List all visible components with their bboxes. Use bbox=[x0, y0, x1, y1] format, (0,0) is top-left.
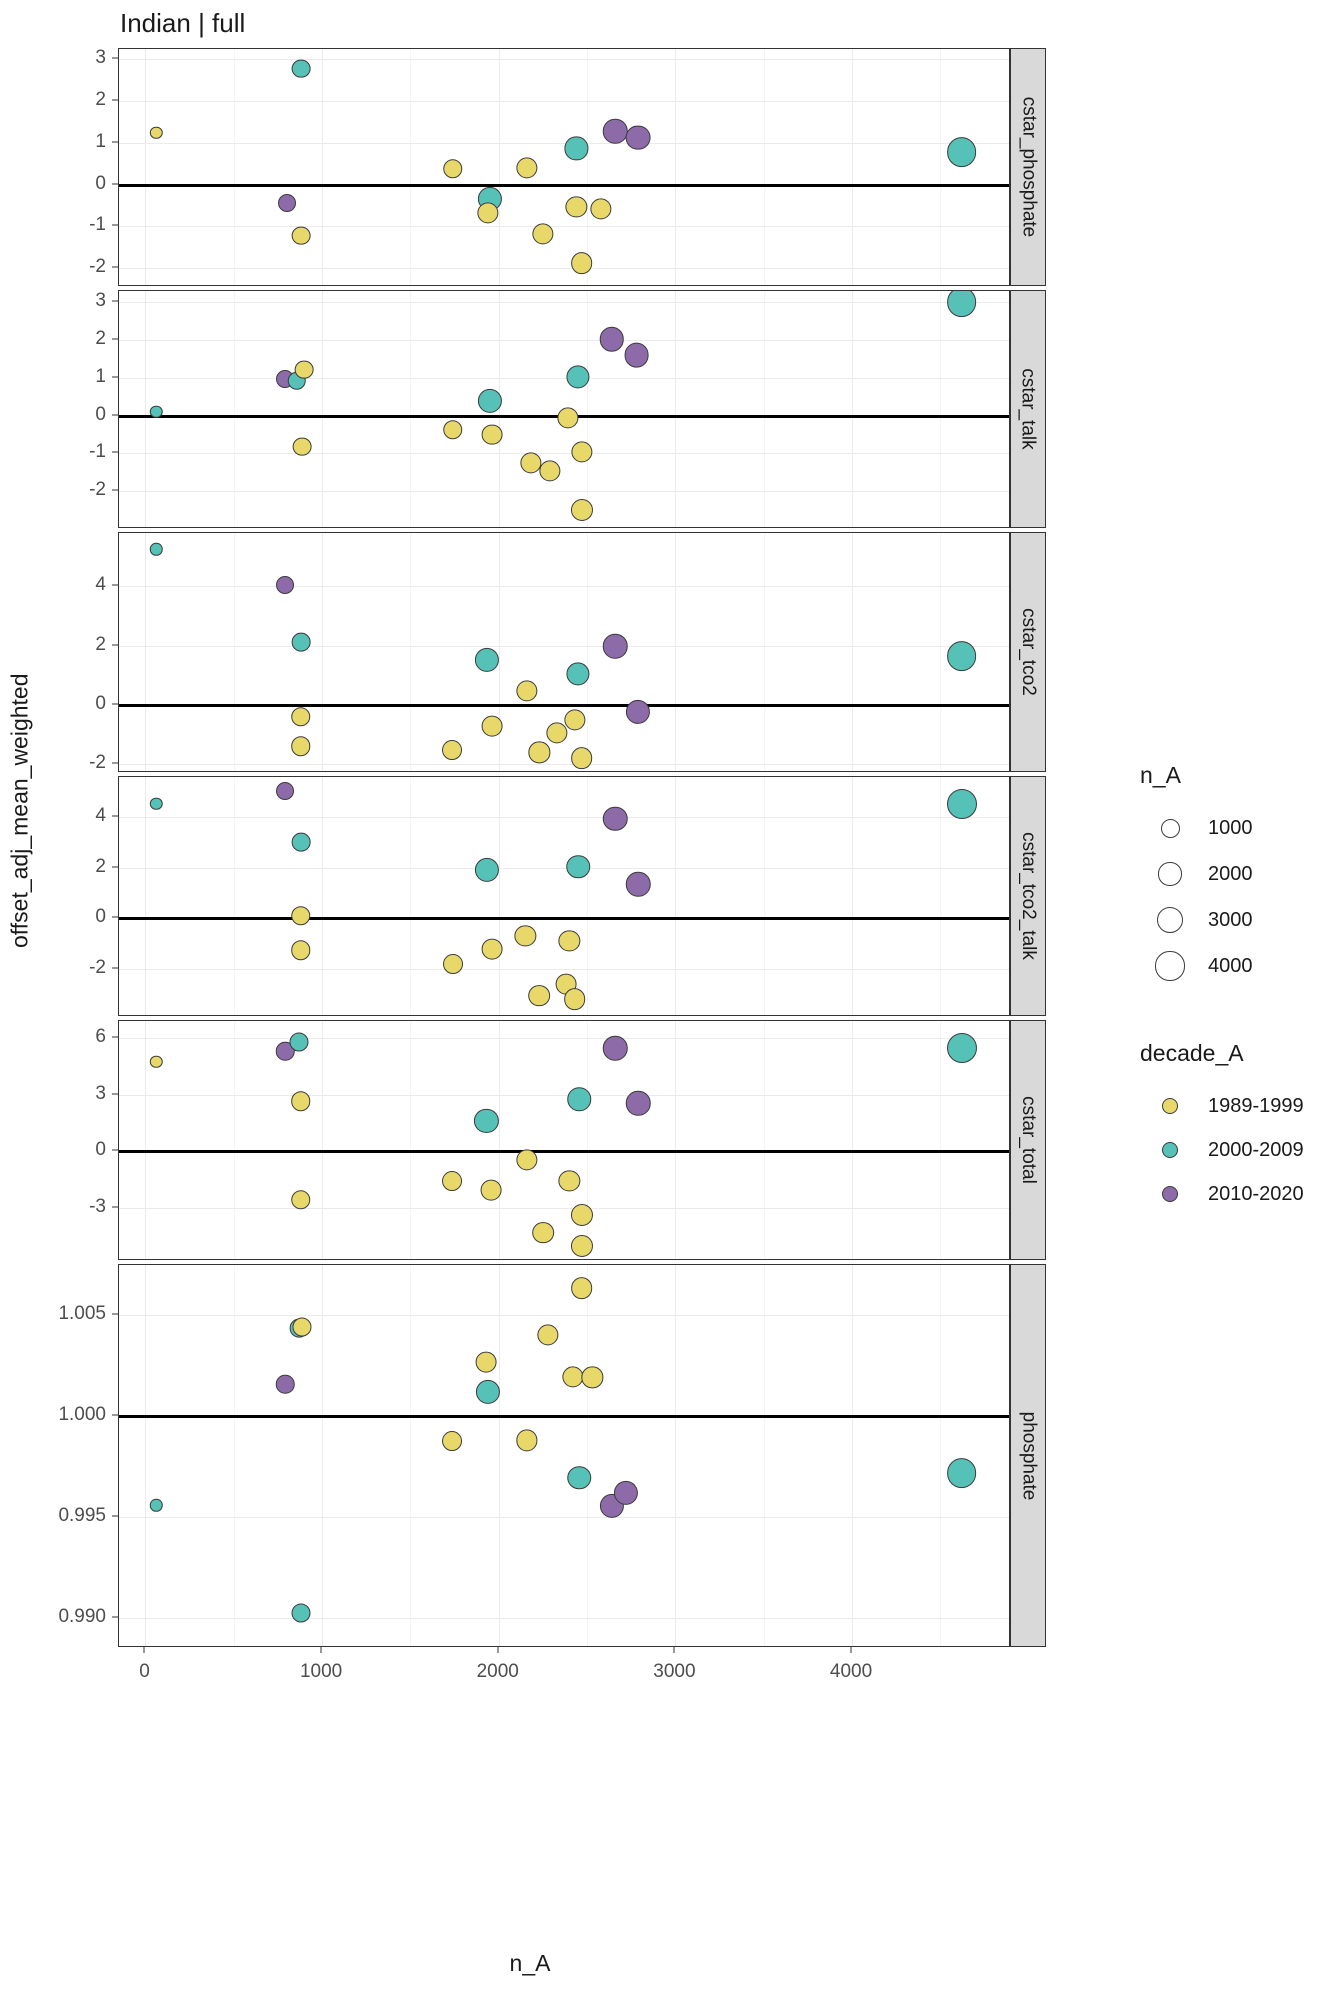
y-axis-tick-mark bbox=[112, 703, 118, 704]
gridline-vertical bbox=[675, 533, 676, 771]
gridline-vertical-minor bbox=[234, 1021, 235, 1259]
gridline-vertical bbox=[145, 1265, 146, 1646]
gridline-horizontal bbox=[119, 302, 1009, 303]
x-axis-tick-label: 3000 bbox=[653, 1661, 696, 1682]
data-point bbox=[276, 1375, 294, 1393]
y-axis-tick-label: 1.000 bbox=[58, 1404, 106, 1426]
data-point bbox=[276, 782, 294, 800]
color-legend-label: 2000-2009 bbox=[1208, 1138, 1304, 1161]
facet-panel bbox=[118, 532, 1010, 772]
data-point bbox=[292, 633, 311, 652]
data-point bbox=[475, 858, 499, 882]
data-point bbox=[626, 872, 651, 897]
gridline-vertical-minor bbox=[410, 533, 411, 771]
data-point bbox=[291, 940, 311, 960]
gridline-horizontal bbox=[119, 491, 1009, 492]
y-axis-tick-label: 0.995 bbox=[58, 1504, 106, 1526]
data-point bbox=[292, 437, 311, 456]
y-axis-tick-mark bbox=[112, 1150, 118, 1151]
y-axis-tick-mark bbox=[112, 1207, 118, 1208]
gridline-vertical bbox=[852, 1265, 853, 1646]
gridline-vertical-minor bbox=[587, 777, 588, 1015]
zero-reference-line bbox=[119, 704, 1009, 707]
data-point bbox=[481, 424, 502, 445]
data-point bbox=[292, 1318, 311, 1337]
x-axis-tick-mark bbox=[674, 1647, 675, 1653]
facet-panel bbox=[118, 1020, 1010, 1260]
y-axis-label: offset_adj_mean_weighted bbox=[6, 672, 33, 948]
gridline-vertical-minor bbox=[587, 49, 588, 285]
y-axis-tick-label: 0 bbox=[95, 906, 106, 928]
y-axis-tick-label: 3 bbox=[95, 290, 106, 312]
y-axis-tick-label: 2 bbox=[95, 855, 106, 877]
data-point bbox=[567, 1088, 591, 1112]
data-point bbox=[947, 137, 977, 167]
gridline-horizontal bbox=[119, 1095, 1009, 1096]
data-point bbox=[291, 1092, 311, 1112]
data-point bbox=[559, 1170, 580, 1191]
y-axis-tick-label: -2 bbox=[89, 256, 106, 278]
gridline-vertical-minor bbox=[410, 1265, 411, 1646]
x-axis-tick-label: 0 bbox=[139, 1661, 150, 1682]
y-axis-tick-mark bbox=[112, 1616, 118, 1617]
color-legend-key bbox=[1140, 1098, 1200, 1114]
zero-reference-line bbox=[119, 1415, 1009, 1418]
legend-circle-icon bbox=[1155, 951, 1184, 980]
size-legend-label: 3000 bbox=[1208, 908, 1253, 931]
data-point bbox=[476, 1352, 497, 1373]
data-point bbox=[603, 806, 628, 831]
facet-panel bbox=[118, 776, 1010, 1016]
gridline-vertical bbox=[145, 1021, 146, 1259]
y-axis-tick-mark bbox=[112, 644, 118, 645]
size-legend-key bbox=[1140, 862, 1200, 885]
data-point bbox=[150, 543, 162, 555]
data-point bbox=[480, 1180, 501, 1201]
gridline-horizontal bbox=[119, 1208, 1009, 1209]
data-point bbox=[557, 407, 578, 428]
gridline-horizontal bbox=[119, 340, 1009, 341]
y-axis-tick-mark bbox=[112, 414, 118, 415]
data-point bbox=[562, 1366, 583, 1387]
gridline-vertical-minor bbox=[764, 1021, 765, 1259]
data-point bbox=[947, 641, 977, 671]
facet-panel bbox=[118, 48, 1010, 286]
y-axis-tick-label: 3 bbox=[95, 1082, 106, 1104]
y-axis-tick-mark bbox=[112, 141, 118, 142]
y-axis-tick-mark bbox=[112, 376, 118, 377]
y-axis-tick-label: -2 bbox=[89, 957, 106, 978]
gridline-vertical bbox=[499, 49, 500, 285]
gridline-horizontal bbox=[119, 378, 1009, 379]
legend-circle-icon bbox=[1162, 1142, 1178, 1158]
gridline-vertical-minor bbox=[587, 1265, 588, 1646]
legend-circle-icon bbox=[1162, 1098, 1178, 1114]
y-axis-tick-label: 6 bbox=[95, 1026, 106, 1047]
legend-circle-icon bbox=[1157, 907, 1183, 933]
gridline-vertical bbox=[145, 49, 146, 285]
gridline-horizontal bbox=[119, 868, 1009, 869]
color-legend-item bbox=[1140, 1174, 1304, 1214]
y-axis-tick-label: 4 bbox=[95, 805, 106, 827]
facet-strip-label: cstar_tco2 bbox=[1018, 608, 1039, 696]
gridline-vertical-minor bbox=[234, 1265, 235, 1646]
y-axis-tick-mark bbox=[112, 1314, 118, 1315]
color-legend-key bbox=[1140, 1142, 1200, 1158]
data-point bbox=[566, 196, 587, 217]
y-axis-tick-mark bbox=[112, 585, 118, 586]
data-point bbox=[565, 137, 588, 160]
gridline-vertical bbox=[675, 1021, 676, 1259]
size-legend-label: 4000 bbox=[1208, 954, 1253, 977]
data-point bbox=[591, 198, 612, 219]
data-point bbox=[291, 737, 311, 757]
gridline-horizontal bbox=[119, 143, 1009, 144]
size-legend-title: n_A bbox=[1140, 762, 1181, 788]
facet-panel bbox=[118, 1264, 1010, 1647]
y-axis-tick-label: 2 bbox=[95, 89, 106, 111]
size-legend-key bbox=[1140, 907, 1200, 933]
y-axis-tick-label: 1.005 bbox=[58, 1303, 106, 1325]
facet-strip-label: cstar_tco2_talk bbox=[1018, 832, 1040, 960]
x-axis-tick-label: 2000 bbox=[476, 1661, 519, 1682]
y-axis-tick-mark bbox=[112, 866, 118, 867]
data-point bbox=[603, 1036, 628, 1061]
y-axis-tick-mark bbox=[112, 816, 118, 817]
data-point bbox=[600, 327, 625, 352]
gridline-vertical-minor bbox=[410, 49, 411, 285]
y-axis-tick-mark bbox=[112, 452, 118, 453]
data-point bbox=[626, 700, 650, 724]
y-axis-tick-mark bbox=[112, 1515, 118, 1516]
y-axis-tick-label: -2 bbox=[89, 752, 106, 774]
y-axis-tick-label: 3 bbox=[95, 47, 106, 69]
y-axis-tick-label: 0 bbox=[95, 403, 106, 425]
data-point bbox=[571, 1235, 593, 1257]
data-point bbox=[520, 452, 541, 473]
color-legend-title: decade_A bbox=[1140, 1040, 1244, 1066]
gridline-vertical bbox=[499, 777, 500, 1015]
data-point bbox=[559, 931, 580, 952]
x-axis-tick-mark bbox=[321, 1647, 322, 1653]
x-axis-tick-label: 4000 bbox=[829, 1661, 873, 1682]
data-point bbox=[571, 747, 593, 769]
size-legend-key bbox=[1140, 951, 1200, 980]
facet-strip-label: cstar_phosphate bbox=[1018, 96, 1039, 238]
data-point bbox=[582, 1367, 603, 1388]
data-point bbox=[571, 1204, 593, 1226]
y-axis-tick-mark bbox=[112, 301, 118, 302]
data-point bbox=[564, 709, 585, 730]
legend-circle-icon bbox=[1162, 1186, 1178, 1202]
x-axis-tick-label: 1000 bbox=[299, 1661, 343, 1682]
size-legend-key bbox=[1140, 819, 1200, 838]
gridline-horizontal bbox=[119, 1517, 1009, 1518]
y-axis-tick-mark bbox=[112, 763, 118, 764]
data-point bbox=[529, 742, 550, 763]
y-axis-tick-mark bbox=[112, 267, 118, 268]
gridline-vertical-minor bbox=[764, 533, 765, 771]
y-axis-tick-mark bbox=[112, 1415, 118, 1416]
zero-reference-line bbox=[119, 184, 1009, 187]
facet-panel bbox=[118, 290, 1010, 528]
data-point bbox=[276, 576, 294, 594]
legend-circle-icon bbox=[1158, 862, 1181, 885]
data-point bbox=[564, 988, 586, 1010]
gridline-vertical bbox=[675, 49, 676, 285]
data-point bbox=[626, 1091, 651, 1116]
gridline-vertical-minor bbox=[940, 1021, 941, 1259]
data-point bbox=[474, 1109, 498, 1133]
gridline-horizontal bbox=[119, 59, 1009, 60]
facet-strip bbox=[1010, 1020, 1046, 1260]
zero-reference-line bbox=[119, 917, 1009, 920]
color-legend-item bbox=[1140, 1130, 1304, 1170]
gridline-horizontal bbox=[119, 1315, 1009, 1316]
y-axis-tick-label: -3 bbox=[89, 1196, 106, 1218]
data-point bbox=[292, 833, 311, 852]
y-axis-tick-label: 0 bbox=[95, 172, 106, 194]
data-point bbox=[295, 360, 314, 379]
data-point bbox=[150, 1499, 162, 1511]
zero-reference-line bbox=[119, 1150, 1009, 1153]
gridline-horizontal bbox=[119, 226, 1009, 227]
color-legend-label: 2010-2020 bbox=[1208, 1182, 1304, 1205]
data-point bbox=[443, 420, 463, 440]
gridline-vertical bbox=[145, 533, 146, 771]
data-point bbox=[947, 789, 977, 819]
data-point bbox=[614, 1481, 638, 1505]
facet-strip-label: cstar_total bbox=[1018, 1096, 1039, 1184]
y-axis-tick-mark bbox=[112, 100, 118, 101]
data-point bbox=[292, 226, 311, 245]
y-axis-tick-label: 0 bbox=[95, 1139, 106, 1161]
data-point bbox=[291, 1604, 310, 1623]
data-point bbox=[571, 252, 593, 274]
facet-strip-label: phosphate bbox=[1018, 1411, 1039, 1500]
data-point bbox=[539, 461, 560, 482]
gridline-vertical-minor bbox=[940, 777, 941, 1015]
data-point bbox=[150, 797, 162, 809]
x-axis-tick-mark bbox=[497, 1647, 498, 1653]
data-point bbox=[516, 1149, 537, 1170]
data-point bbox=[443, 159, 463, 179]
y-axis-tick-label: 0 bbox=[95, 692, 106, 714]
data-point bbox=[291, 707, 311, 727]
y-axis-tick-label: 4 bbox=[95, 574, 106, 596]
data-point bbox=[442, 1171, 462, 1191]
facet-strip bbox=[1010, 290, 1046, 528]
gridline-vertical-minor bbox=[234, 777, 235, 1015]
y-axis-tick-label: 0.990 bbox=[58, 1605, 106, 1627]
data-point bbox=[476, 1379, 500, 1403]
data-point bbox=[624, 343, 649, 368]
gridline-vertical-minor bbox=[764, 1265, 765, 1646]
gridline-vertical bbox=[852, 1021, 853, 1259]
data-point bbox=[515, 926, 536, 947]
x-axis-label: n_A bbox=[509, 1950, 551, 1976]
gridline-vertical bbox=[322, 49, 323, 285]
y-axis-tick-mark bbox=[112, 339, 118, 340]
y-axis-tick-mark bbox=[112, 917, 118, 918]
data-point bbox=[546, 722, 567, 743]
gridline-vertical-minor bbox=[940, 49, 941, 285]
data-point bbox=[626, 125, 651, 150]
size-legend-item bbox=[1140, 806, 1253, 850]
data-point bbox=[481, 939, 502, 960]
size-legend-label: 1000 bbox=[1208, 816, 1253, 839]
gridline-vertical bbox=[322, 1021, 323, 1259]
data-point bbox=[150, 126, 162, 138]
data-point bbox=[571, 1277, 593, 1299]
x-axis-tick-mark bbox=[851, 1647, 852, 1653]
color-legend-item bbox=[1140, 1086, 1304, 1126]
data-point bbox=[291, 906, 311, 926]
gridline-vertical bbox=[675, 777, 676, 1015]
gridline-horizontal bbox=[119, 586, 1009, 587]
data-point bbox=[529, 985, 551, 1007]
data-point bbox=[947, 290, 977, 317]
legend-circle-icon bbox=[1161, 819, 1180, 838]
data-point bbox=[292, 59, 311, 78]
size-legend-label: 2000 bbox=[1208, 862, 1253, 885]
gridline-vertical-minor bbox=[410, 1021, 411, 1259]
data-point bbox=[567, 1466, 591, 1490]
y-axis-tick-label: -1 bbox=[89, 214, 106, 236]
y-axis-tick-label: 2 bbox=[95, 633, 106, 655]
data-point bbox=[532, 1222, 554, 1244]
gridline-vertical-minor bbox=[410, 777, 411, 1015]
gridline-vertical-minor bbox=[764, 777, 765, 1015]
gridline-vertical-minor bbox=[764, 49, 765, 285]
gridline-vertical bbox=[499, 1021, 500, 1259]
page-title: Indian | full bbox=[120, 8, 246, 38]
data-point bbox=[571, 499, 593, 521]
data-point bbox=[532, 223, 553, 244]
gridline-vertical bbox=[852, 49, 853, 285]
y-axis-tick-mark bbox=[112, 58, 118, 59]
gridline-vertical bbox=[322, 777, 323, 1015]
data-point bbox=[516, 680, 537, 701]
size-legend-item bbox=[1140, 898, 1253, 942]
gridline-vertical bbox=[675, 1265, 676, 1646]
data-point bbox=[603, 119, 628, 144]
gridline-horizontal bbox=[119, 764, 1009, 765]
color-legend-key bbox=[1140, 1186, 1200, 1202]
y-axis-tick-mark bbox=[112, 225, 118, 226]
y-axis-tick-label: 2 bbox=[95, 328, 106, 350]
data-point bbox=[442, 1431, 462, 1451]
data-point bbox=[516, 1430, 537, 1451]
gridline-vertical bbox=[322, 533, 323, 771]
gridline-horizontal bbox=[119, 453, 1009, 454]
y-axis-tick-mark bbox=[112, 183, 118, 184]
gridline-vertical bbox=[852, 533, 853, 771]
x-axis-tick-mark bbox=[144, 1647, 145, 1653]
gridline-vertical bbox=[322, 1265, 323, 1646]
gridline-vertical bbox=[145, 777, 146, 1015]
y-axis-tick-mark bbox=[112, 1093, 118, 1094]
data-point bbox=[481, 716, 502, 737]
gridline-horizontal bbox=[119, 969, 1009, 970]
data-point bbox=[603, 634, 628, 659]
data-point bbox=[516, 157, 537, 178]
data-point bbox=[278, 195, 296, 213]
data-point bbox=[475, 648, 499, 672]
facet-strip bbox=[1010, 48, 1046, 286]
data-point bbox=[290, 1032, 309, 1051]
facet-strip-label: cstar_talk bbox=[1018, 368, 1039, 450]
gridline-vertical bbox=[499, 533, 500, 771]
data-point bbox=[443, 954, 463, 974]
gridline-vertical-minor bbox=[940, 1265, 941, 1646]
gridline-horizontal bbox=[119, 268, 1009, 269]
y-axis-tick-label: 1 bbox=[95, 130, 106, 152]
gridline-vertical bbox=[852, 777, 853, 1015]
size-legend-item bbox=[1140, 944, 1253, 988]
data-point bbox=[566, 855, 590, 879]
gridline-vertical-minor bbox=[587, 533, 588, 771]
gridline-vertical-minor bbox=[234, 49, 235, 285]
gridline-vertical bbox=[499, 1265, 500, 1646]
facet-strip bbox=[1010, 532, 1046, 772]
gridline-vertical-minor bbox=[940, 533, 941, 771]
facet-strip bbox=[1010, 1264, 1046, 1647]
data-point bbox=[538, 1324, 559, 1345]
size-legend-item bbox=[1140, 852, 1253, 896]
y-axis-tick-mark bbox=[112, 490, 118, 491]
y-axis-tick-mark bbox=[112, 968, 118, 969]
data-point bbox=[150, 1055, 162, 1067]
data-point bbox=[442, 740, 462, 760]
data-point bbox=[571, 441, 592, 462]
y-axis-tick-label: -1 bbox=[89, 441, 106, 463]
y-axis-tick-label: -2 bbox=[89, 479, 106, 501]
y-axis-tick-mark bbox=[112, 1037, 118, 1038]
data-point bbox=[291, 1190, 311, 1210]
gridline-horizontal bbox=[119, 817, 1009, 818]
data-point bbox=[947, 1033, 977, 1063]
gridline-horizontal bbox=[119, 101, 1009, 102]
data-point bbox=[947, 1458, 977, 1488]
gridline-horizontal bbox=[119, 1038, 1009, 1039]
facet-strip bbox=[1010, 776, 1046, 1016]
gridline-vertical-minor bbox=[234, 533, 235, 771]
data-point bbox=[478, 202, 499, 223]
gridline-horizontal bbox=[119, 646, 1009, 647]
gridline-horizontal bbox=[119, 1618, 1009, 1619]
color-legend-label: 1989-1999 bbox=[1208, 1094, 1304, 1117]
y-axis-tick-label: 1 bbox=[95, 365, 106, 387]
